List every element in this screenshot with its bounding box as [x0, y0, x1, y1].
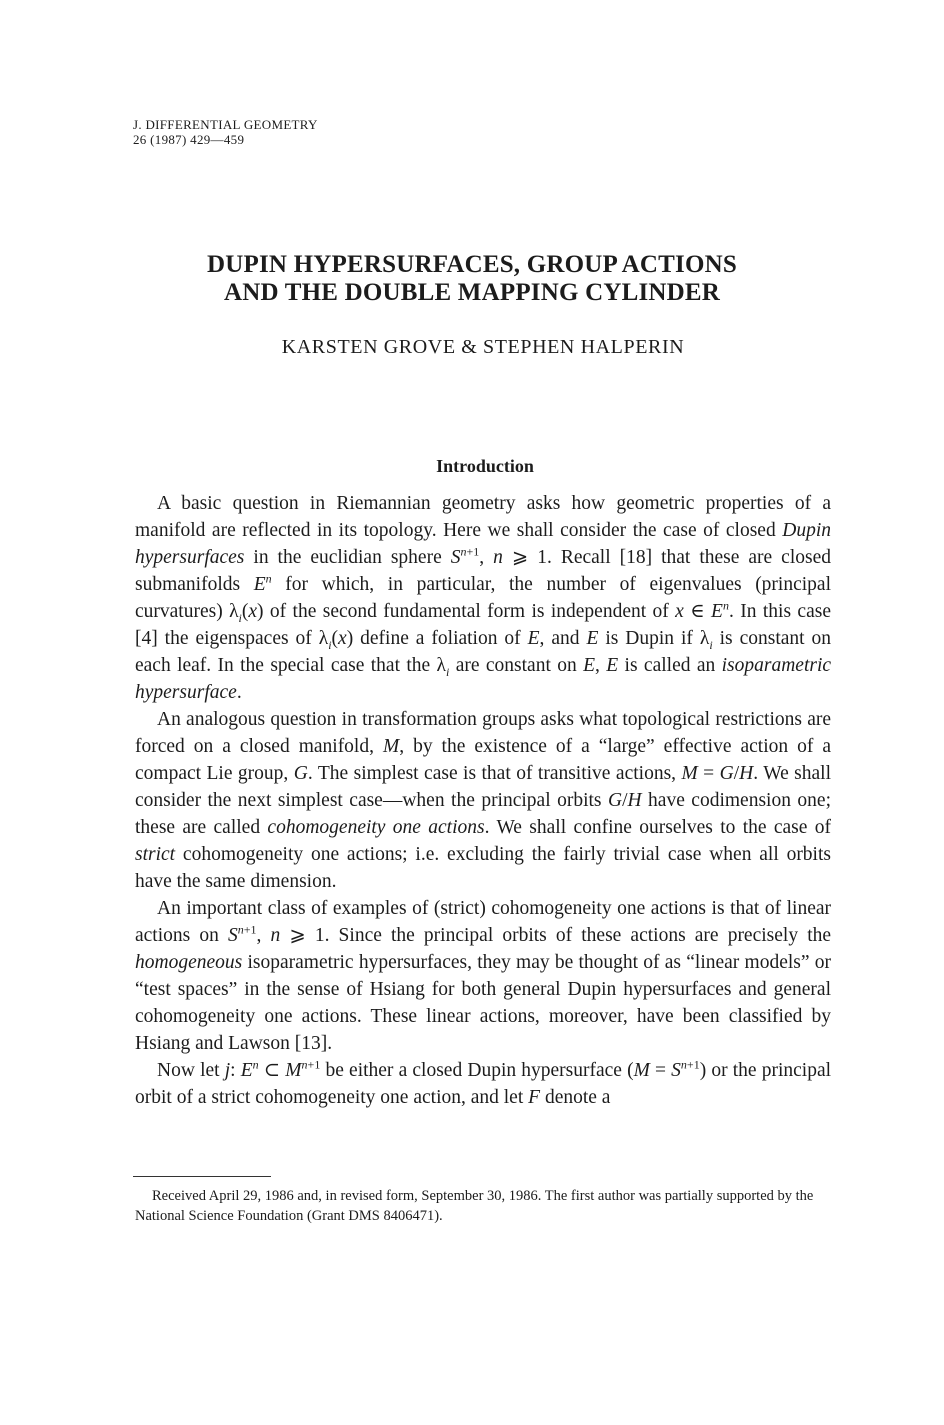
body-text — [135, 490, 831, 1111]
footnote — [135, 1186, 835, 1226]
title-line-2: AND THE DOUBLE MAPPING CYLINDER — [223, 279, 721, 306]
footnote-text: Received April 29, 1986 and, in revised form, September 30, 1986. The first author was partially supported by the National Science Foundation (Grant DMS 8406471). — [135, 1188, 814, 1224]
footnote-rule — [133, 1176, 271, 1177]
title-line-1: DUPIN HYPERSURFACES, GROUP ACTIONS — [206, 251, 737, 278]
section-heading: Introduction — [436, 456, 534, 476]
journal-citation: 26 (1987) 429—459 — [133, 132, 245, 147]
journal-header — [133, 117, 318, 147]
paper-title — [0, 251, 944, 307]
paragraph-2: An analogous question in transformation groups asks what topological restrictions are forced on a closed manifold, M, by the existence of a “large” effective action of a compact Lie group, G. The simplest case is that of transitive actions, M = G/H. We shall consider the next simplest case—when the principal orbits G/H have codimension one; these are called cohomogeneity one actions. We shall confine ourselves to the case of strict cohomogeneity one actions; i.e. excluding the fairly trivial case when all orbits have the same dimension. — [135, 709, 832, 892]
paragraph-1: A basic question in Riemannian geometry asks how geometric properties of a manifold are reflected in its topology. Here we shall consider the case of closed Dupin hypersurfaces in the euclidian sphere $S^{n+1}$, n ⩾ 1. Recall [18] that these are closed submanifolds $E^n$ for which, in particular, the number of eigenvalues (principal curvatures) $\lambda_i(x)$ of the second fundamental form is independent of x ∈ $E^n$. In this case [4] the eigenspaces of $\lambda_i(x)$ define a foliation of E, and E is Dupin if $\lambda_i$ is constant on each leaf. In the special case that the $\lambda_i$ are constant on E, E is called an isoparametric hypersurface. — [135, 493, 832, 703]
authors: KARSTEN GROVE & STEPHEN HALPERIN — [281, 336, 685, 358]
paragraph-3: An important class of examples of (strict) cohomogeneity one actions is that of linear actions on $S^{n+1}$, n ⩾ 1. Since the principal orbits of these actions are precisely the homogeneous isoparametric hypersurfaces, they may be thought of as “linear models” or “test spaces” in the sense of Hsiang for both general Dupin hypersurfaces and general cohomogeneity one actions. These linear actions, moreover, have been classified by Hsiang and Lawson [13]. — [135, 898, 832, 1054]
journal-name: J. DIFFERENTIAL GEOMETRY — [133, 117, 318, 132]
paragraph-4: Now let j: $E^n$ ⊂ $M^{n+1}$ be either a closed Dupin hypersurface $(M = S^{n+1})$ or the principal orbit of a strict cohomogeneity one action, and let F denote a — [135, 1057, 832, 1108]
